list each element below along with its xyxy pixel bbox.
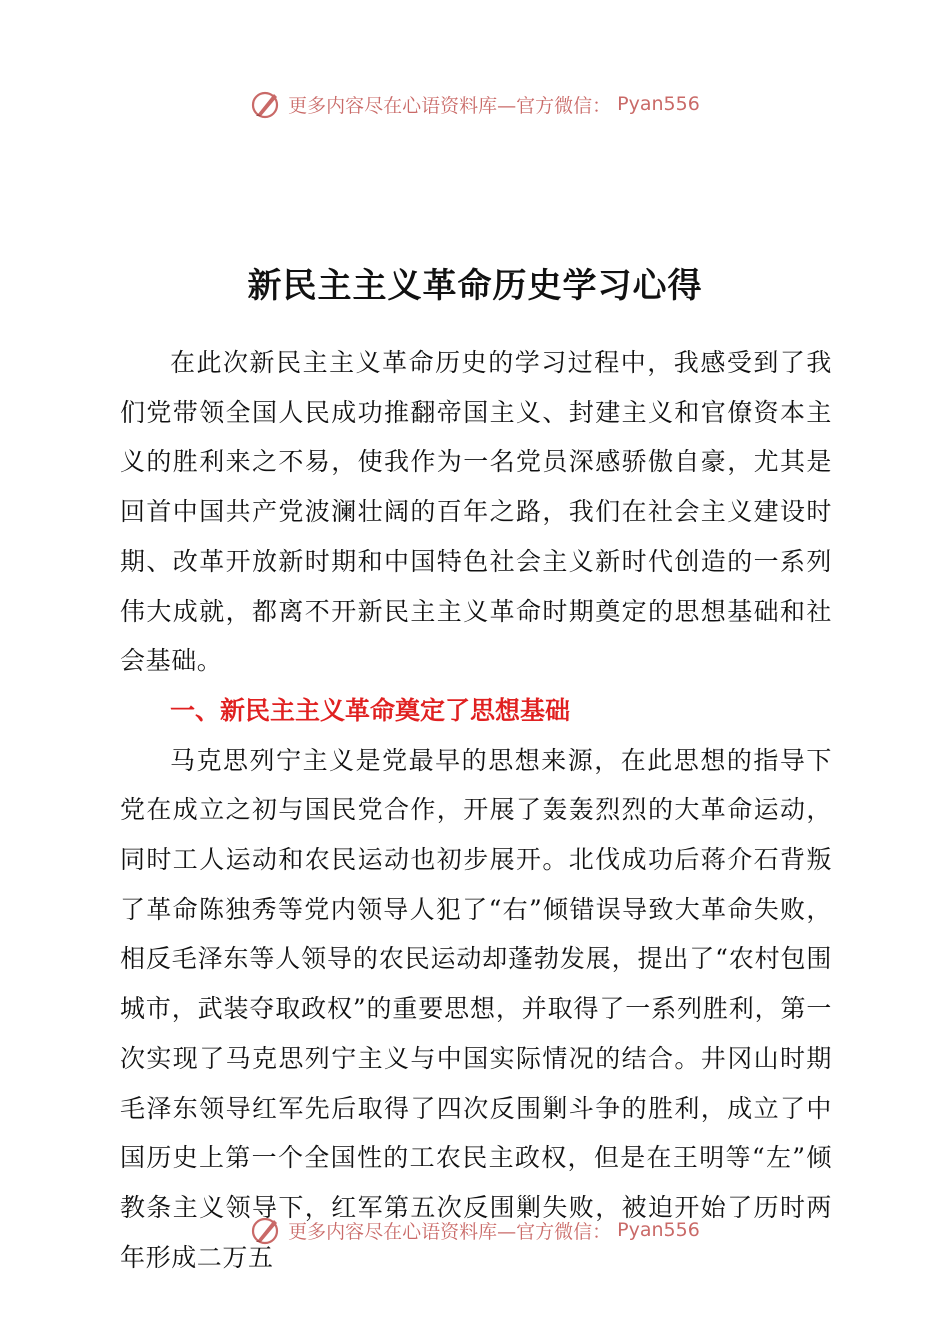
pen-logo-icon xyxy=(250,1214,282,1246)
watermark-wechat-id: Pyan556 xyxy=(617,93,700,115)
intro-paragraph: 在此次新民主主义革命历史的学习过程中，我感受到了我们党带领全国人民成功推翻帝国主义、封建主义和官僚资本主义的胜利来之不易，使我作为一名党员深感骄傲自豪，尤其是回首中国共产党波澜壮阔的百年之路，我们在社会主义建设时期、改革开放新时期和中国特色社会主义新时代创造的一系列伟大成就，都离不开新民主主义革命时期奠定的思想基础和社会基础。 xyxy=(120,348,832,676)
watermark-wechat-id: Pyan556 xyxy=(617,1219,700,1241)
watermark-text: 更多内容尽在心语资料库—官方微信： xyxy=(288,1220,612,1243)
footer-watermark xyxy=(0,1210,950,1250)
header-watermark xyxy=(0,84,950,124)
document-title: 新民主主义革命历史学习心得 xyxy=(247,266,703,306)
pen-logo-icon xyxy=(250,88,282,120)
document-body xyxy=(120,338,832,1282)
section-1-paragraph: 马克思列宁主义是党最早的思想来源，在此思想的指导下党在成立之初与国民党合作，开展了轰轰烈烈的大革命运动，同时工人运动和农民运动也初步展开。北伐成功后蒋介石背叛了革命陈独秀等党内领导人犯了“右”倾错误导致大革命失败，相反毛泽东等人领导的农民运动却蓬勃发展，提出了“农村包围城市，武装夺取政权”的重要思想，并取得了一系列胜利，第一次实现了马克思列宁主义与中国实际情况的结合。井冈山时期毛泽东领导红军先后取得了四次反围剿斗争的胜利，成立了中国历史上第一个全国性的工农民主政权，但是在王明等“左”倾教条主义领导下，红军第五次反围剿失败，被迫开始了历时两年形成二万五 xyxy=(120,745,832,1272)
section-heading-1: 一、新民主主义革命奠定了思想基础 xyxy=(170,695,571,725)
watermark-text: 更多内容尽在心语资料库—官方微信： xyxy=(288,94,612,117)
